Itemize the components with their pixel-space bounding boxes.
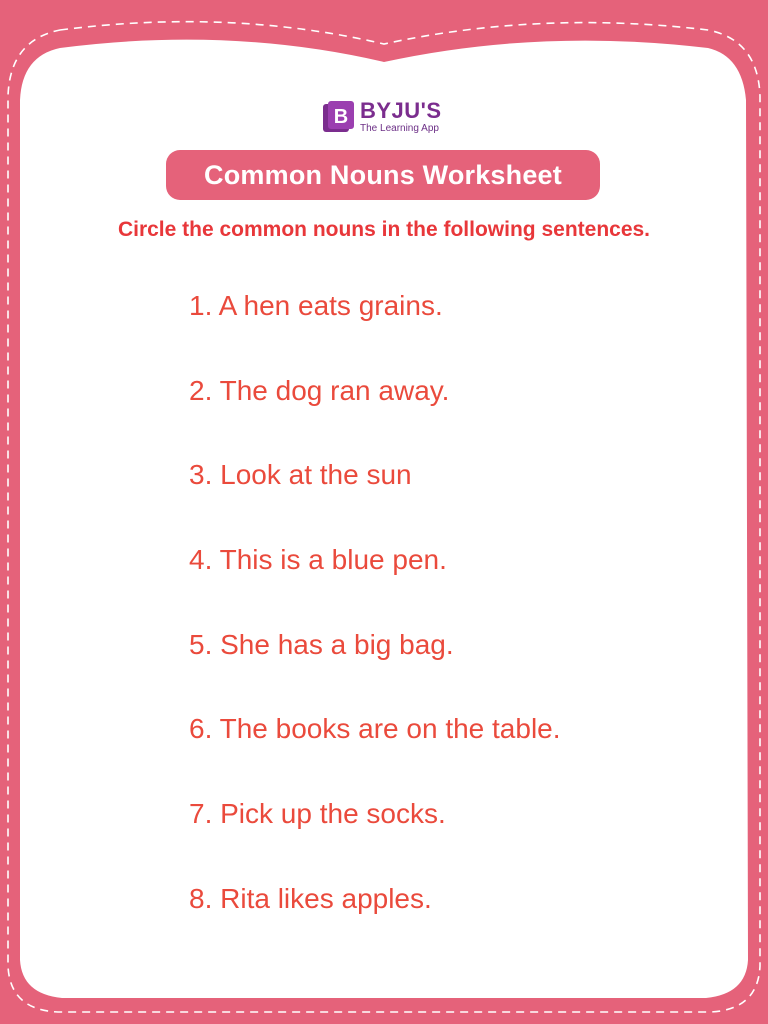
page-title: Common Nouns Worksheet (204, 159, 562, 190)
logo-tagline: The Learning App (360, 123, 439, 134)
sentence-item: 1. A hen eats grains. (189, 290, 443, 321)
sentence-item: 2. The dog ran away. (189, 374, 450, 406)
instruction-text: Circle the common nouns in the following sentences. (117, 218, 651, 241)
sentence-item: 6. The books are on the table. (189, 713, 561, 745)
sentence-item: 3. Look at the sun (189, 459, 412, 491)
logo-mark-letter: B (333, 106, 349, 128)
sentence-list (189, 286, 561, 964)
sentence-item: 5. She has a big bag. (189, 628, 454, 660)
sentence-item: 7. Pick up the socks. (189, 798, 446, 830)
byjus-logo-icon (322, 100, 356, 134)
byjus-logo (322, 97, 442, 137)
title-banner (166, 150, 600, 200)
logo-brand: BYJU'S (360, 98, 442, 123)
sentence-item: 4. This is a blue pen. (189, 544, 447, 576)
sentence-item: 8. Rita likes apples. (189, 882, 432, 914)
